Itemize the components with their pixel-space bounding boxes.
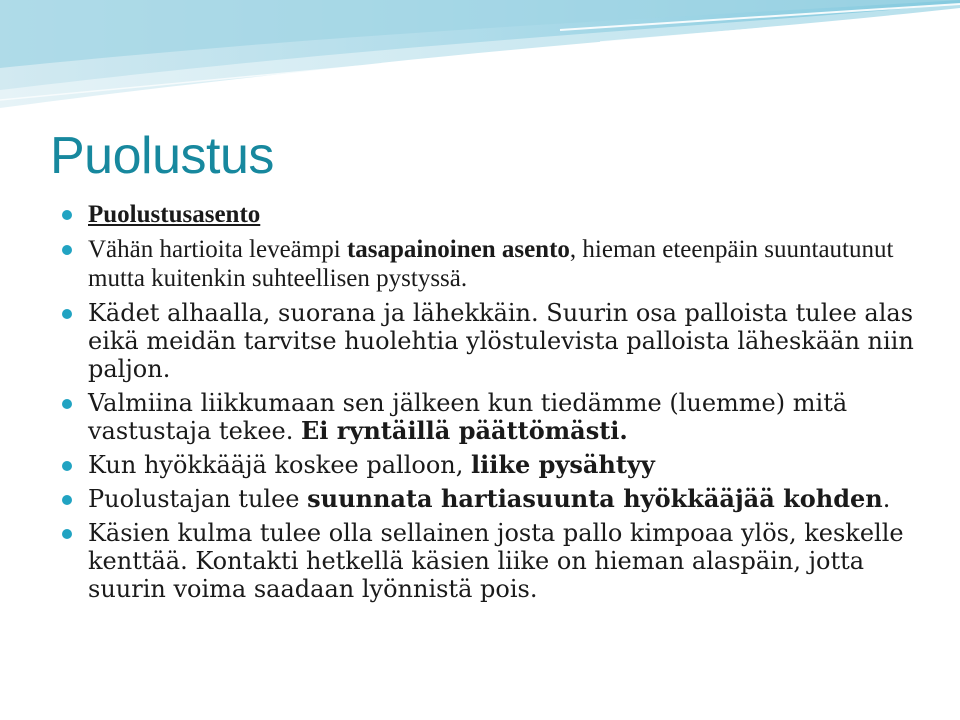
bullet-text: Käsien kulma tulee olla sellainen josta pallo kimpoaa ylös, keskelle kenttää. Kontakti hetkellä käsien liike on hieman alaspäin, jotta suurin voima saadaan lyönnistä pois.: [88, 519, 904, 603]
bullet-heading: Puolustusasento: [88, 201, 261, 228]
bullet-dot-icon: [62, 461, 72, 471]
bullet-dot-icon: [62, 399, 72, 409]
bullet-item: [60, 235, 930, 293]
bullet-text: Kädet alhaalla, suorana ja lähekkäin. Suurin osa palloista tulee alas eikä meidän tarvitse huolehtia ylöstulevista palloista läheskään niin paljon.: [88, 299, 914, 383]
bullet-emphasis: liike pysähtyy: [471, 450, 655, 479]
bullet-item: [60, 519, 930, 603]
header-wave-decoration: [0, 0, 960, 110]
bullet-text: Vähän hartioita leveämpi: [88, 236, 347, 263]
bullet-dot-icon: [62, 529, 72, 539]
bullet-text: Kun hyökkääjä koskee palloon,: [88, 451, 472, 479]
bullet-item: [60, 299, 930, 383]
bullet-emphasis: tasapainoinen asento: [346, 236, 570, 263]
bullet-dot-icon: [62, 210, 72, 220]
bullet-text: .: [882, 485, 891, 513]
bullet-emphasis: suunnata hartiasuunta hyökkääjää kohden: [307, 484, 883, 513]
bullet-emphasis: Ei ryntäillä päättömästi.: [301, 416, 628, 445]
bullet-dot-icon: [62, 245, 72, 255]
bullet-dot-icon: [62, 309, 72, 319]
bullet-item: [60, 485, 930, 513]
bullet-list: [60, 200, 930, 609]
bullet-text: Puolustajan tulee: [88, 485, 308, 513]
bullet-item: [60, 200, 930, 229]
bullet-item: [60, 451, 930, 479]
bullet-item: [60, 389, 930, 445]
bullet-text: , hieman eteenpäin suuntautunut mutta kuitenkin suhteellisen pystyssä.: [88, 236, 894, 292]
bullet-dot-icon: [62, 495, 72, 505]
bullet-text: Valmiina liikkumaan sen jälkeen kun tiedämme (luemme) mitä vastustaja tekee.: [88, 389, 848, 445]
slide-title: Puolustus: [50, 127, 274, 185]
